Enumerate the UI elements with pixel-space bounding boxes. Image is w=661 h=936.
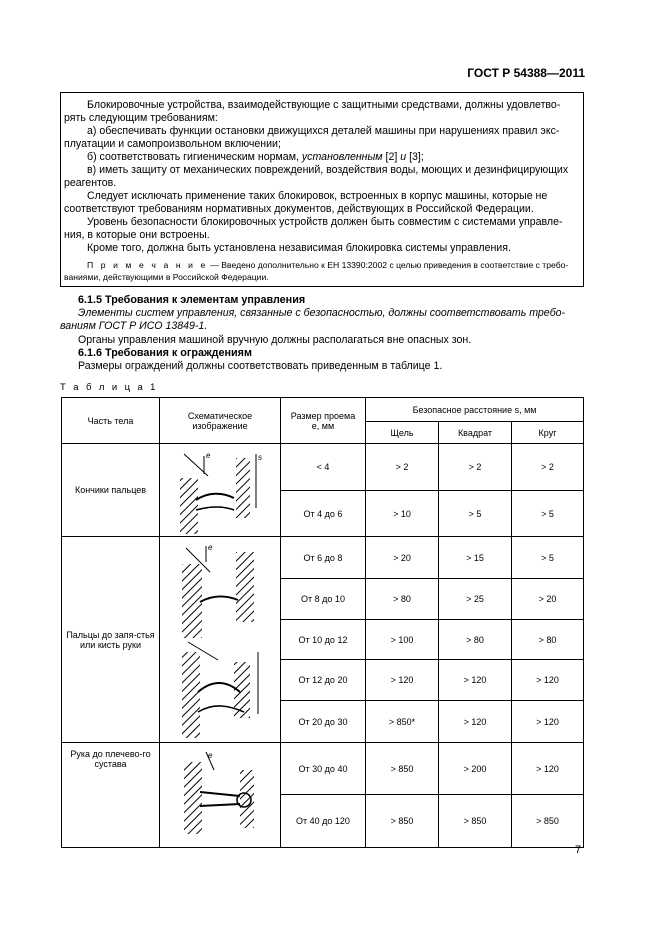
- circle-cell: > 80: [512, 620, 584, 660]
- box-line-5-and: и: [400, 151, 407, 163]
- opening-cell: От 8 до 10: [281, 579, 366, 620]
- box-line-12: Кроме того, должна быть установлена независимая блокировка системы управления.: [87, 242, 511, 254]
- finger-hand-guard-drawing: [178, 542, 270, 738]
- slot-cell: > 80: [366, 579, 439, 620]
- note-label: П р и м е ч а н и е: [87, 260, 208, 270]
- header-opening: Размер проема е, мм: [281, 398, 366, 444]
- section-6-1-5-title: 6.1.5 Требования к элементам управления: [78, 294, 306, 306]
- circle-cell: > 20: [512, 579, 584, 620]
- header-slot: Щель: [366, 422, 439, 444]
- header-square: Квадрат: [439, 422, 512, 444]
- label-s: s: [258, 453, 262, 462]
- box-line-3: а) обеспечивать функции остановки движущихся деталей машины при нарушениях правил экс-: [87, 125, 560, 137]
- section-6-1-5-line-3: Органы управления машиной вручную должны располагаться вне опасных зон.: [78, 334, 472, 346]
- square-cell: > 15: [439, 537, 512, 579]
- note-line-1: [87, 260, 568, 272]
- page-number: 7: [575, 844, 582, 856]
- opening-cell: От 20 до 30: [281, 701, 366, 743]
- circle-cell: > 2: [512, 444, 584, 491]
- opening-cell: От 6 до 8: [281, 537, 366, 579]
- body-fingers-hand: Пальцы до запя-стья или кисть руки: [62, 537, 160, 743]
- slot-cell: > 850*: [366, 701, 439, 743]
- box-line-4: плуатации и самопроизвольном включении;: [64, 138, 281, 150]
- slot-cell: > 120: [366, 660, 439, 701]
- body-arm-shoulder: Рука до плечево-го сустава: [62, 743, 160, 848]
- circle-cell: > 120: [512, 701, 584, 743]
- note-text-1: — Введено дополнительно к ЕН 13390:2002 с целью приведения в соответствие с требо-: [207, 260, 569, 270]
- circle-cell: > 5: [512, 491, 584, 537]
- opening-cell: От 4 до 6: [281, 491, 366, 537]
- section-6-1-6-title: 6.1.6 Требования к ограждениям: [78, 347, 252, 359]
- square-cell: > 850: [439, 795, 512, 848]
- box-line-1: Блокировочные устройства, взаимодействующие с защитными средствами, должны удовлетво-: [87, 99, 561, 111]
- fingertip-guard-drawing: [178, 448, 268, 534]
- header-safe-distance: Безопасное расстояние s, мм: [366, 398, 584, 422]
- section-6-1-5-line-2: ваниям ГОСТ Р ИСО 13849-1.: [60, 320, 208, 332]
- square-cell: > 25: [439, 579, 512, 620]
- slot-cell: > 850: [366, 743, 439, 795]
- circle-cell: > 120: [512, 743, 584, 795]
- opening-cell: < 4: [281, 444, 366, 491]
- opening-cell: От 12 до 20: [281, 660, 366, 701]
- box-line-5-ref1: [2]: [382, 151, 401, 163]
- slot-cell: > 2: [366, 444, 439, 491]
- circle-cell: > 5: [512, 537, 584, 579]
- section-6-1-6-line-1: Размеры ограждений должны соответствовать приведенным в таблице 1.: [78, 360, 443, 372]
- opening-cell: От 40 до 120: [281, 795, 366, 848]
- square-cell: > 2: [439, 444, 512, 491]
- table-caption: Т а б л и ц а 1: [60, 382, 158, 393]
- requirements-box: [60, 92, 584, 287]
- label-e: e: [206, 451, 211, 460]
- circle-cell: > 850: [512, 795, 584, 848]
- box-line-6: в) иметь защиту от механических повреждений, воздействия воды, моющих и дезинфицирующих: [87, 164, 569, 176]
- slot-cell: > 10: [366, 491, 439, 537]
- box-line-7: реагентов.: [64, 177, 117, 189]
- opening-cell: От 30 до 40: [281, 743, 366, 795]
- box-line-2: рять следующим требованиям:: [64, 112, 218, 124]
- slot-cell: > 20: [366, 537, 439, 579]
- box-line-5: [87, 151, 424, 164]
- body-fingertips: Кончики пальцев: [62, 444, 160, 537]
- arm-guard-drawing: [180, 748, 270, 834]
- box-line-5-italic: установленным: [301, 151, 383, 163]
- slot-cell: > 100: [366, 620, 439, 660]
- document-code: ГОСТ Р 54388—2011: [467, 66, 585, 80]
- header-body-part: Часть тела: [62, 398, 160, 444]
- box-line-5-ref2: [3];: [406, 151, 424, 163]
- circle-cell: > 120: [512, 660, 584, 701]
- guard-dimensions-table: [61, 397, 584, 848]
- box-line-11: ния, в которые они встроены.: [64, 229, 210, 241]
- square-cell: > 5: [439, 491, 512, 537]
- label-e-2: e: [208, 543, 213, 552]
- header-schematic: Схематическое изображение: [160, 398, 281, 444]
- box-line-10: Уровень безопасности блокировочных устройств должен быть совместим с системами управле-: [87, 216, 563, 228]
- label-e-3: e: [208, 751, 213, 760]
- slot-cell: > 850: [366, 795, 439, 848]
- box-line-8: Следует исключать применение таких блокировок, встроенных в корпус машины, которые не: [87, 190, 548, 202]
- square-cell: > 120: [439, 701, 512, 743]
- header-circle: Круг: [512, 422, 584, 444]
- square-cell: > 200: [439, 743, 512, 795]
- box-line-5-text: б) соответствовать гигиеническим нормам,: [87, 151, 299, 163]
- square-cell: > 80: [439, 620, 512, 660]
- section-6-1-5-line-1: Элементы систем управления, связанные с безопасностью, должны соответствовать требо-: [78, 307, 566, 319]
- square-cell: > 120: [439, 660, 512, 701]
- opening-cell: От 10 до 12: [281, 620, 366, 660]
- box-line-9: соответствуют требованиям нормативных документов, действующих в Российской Федерации.: [64, 203, 534, 215]
- note-line-2: ваниями, действующими в Российской Федерации.: [64, 272, 269, 282]
